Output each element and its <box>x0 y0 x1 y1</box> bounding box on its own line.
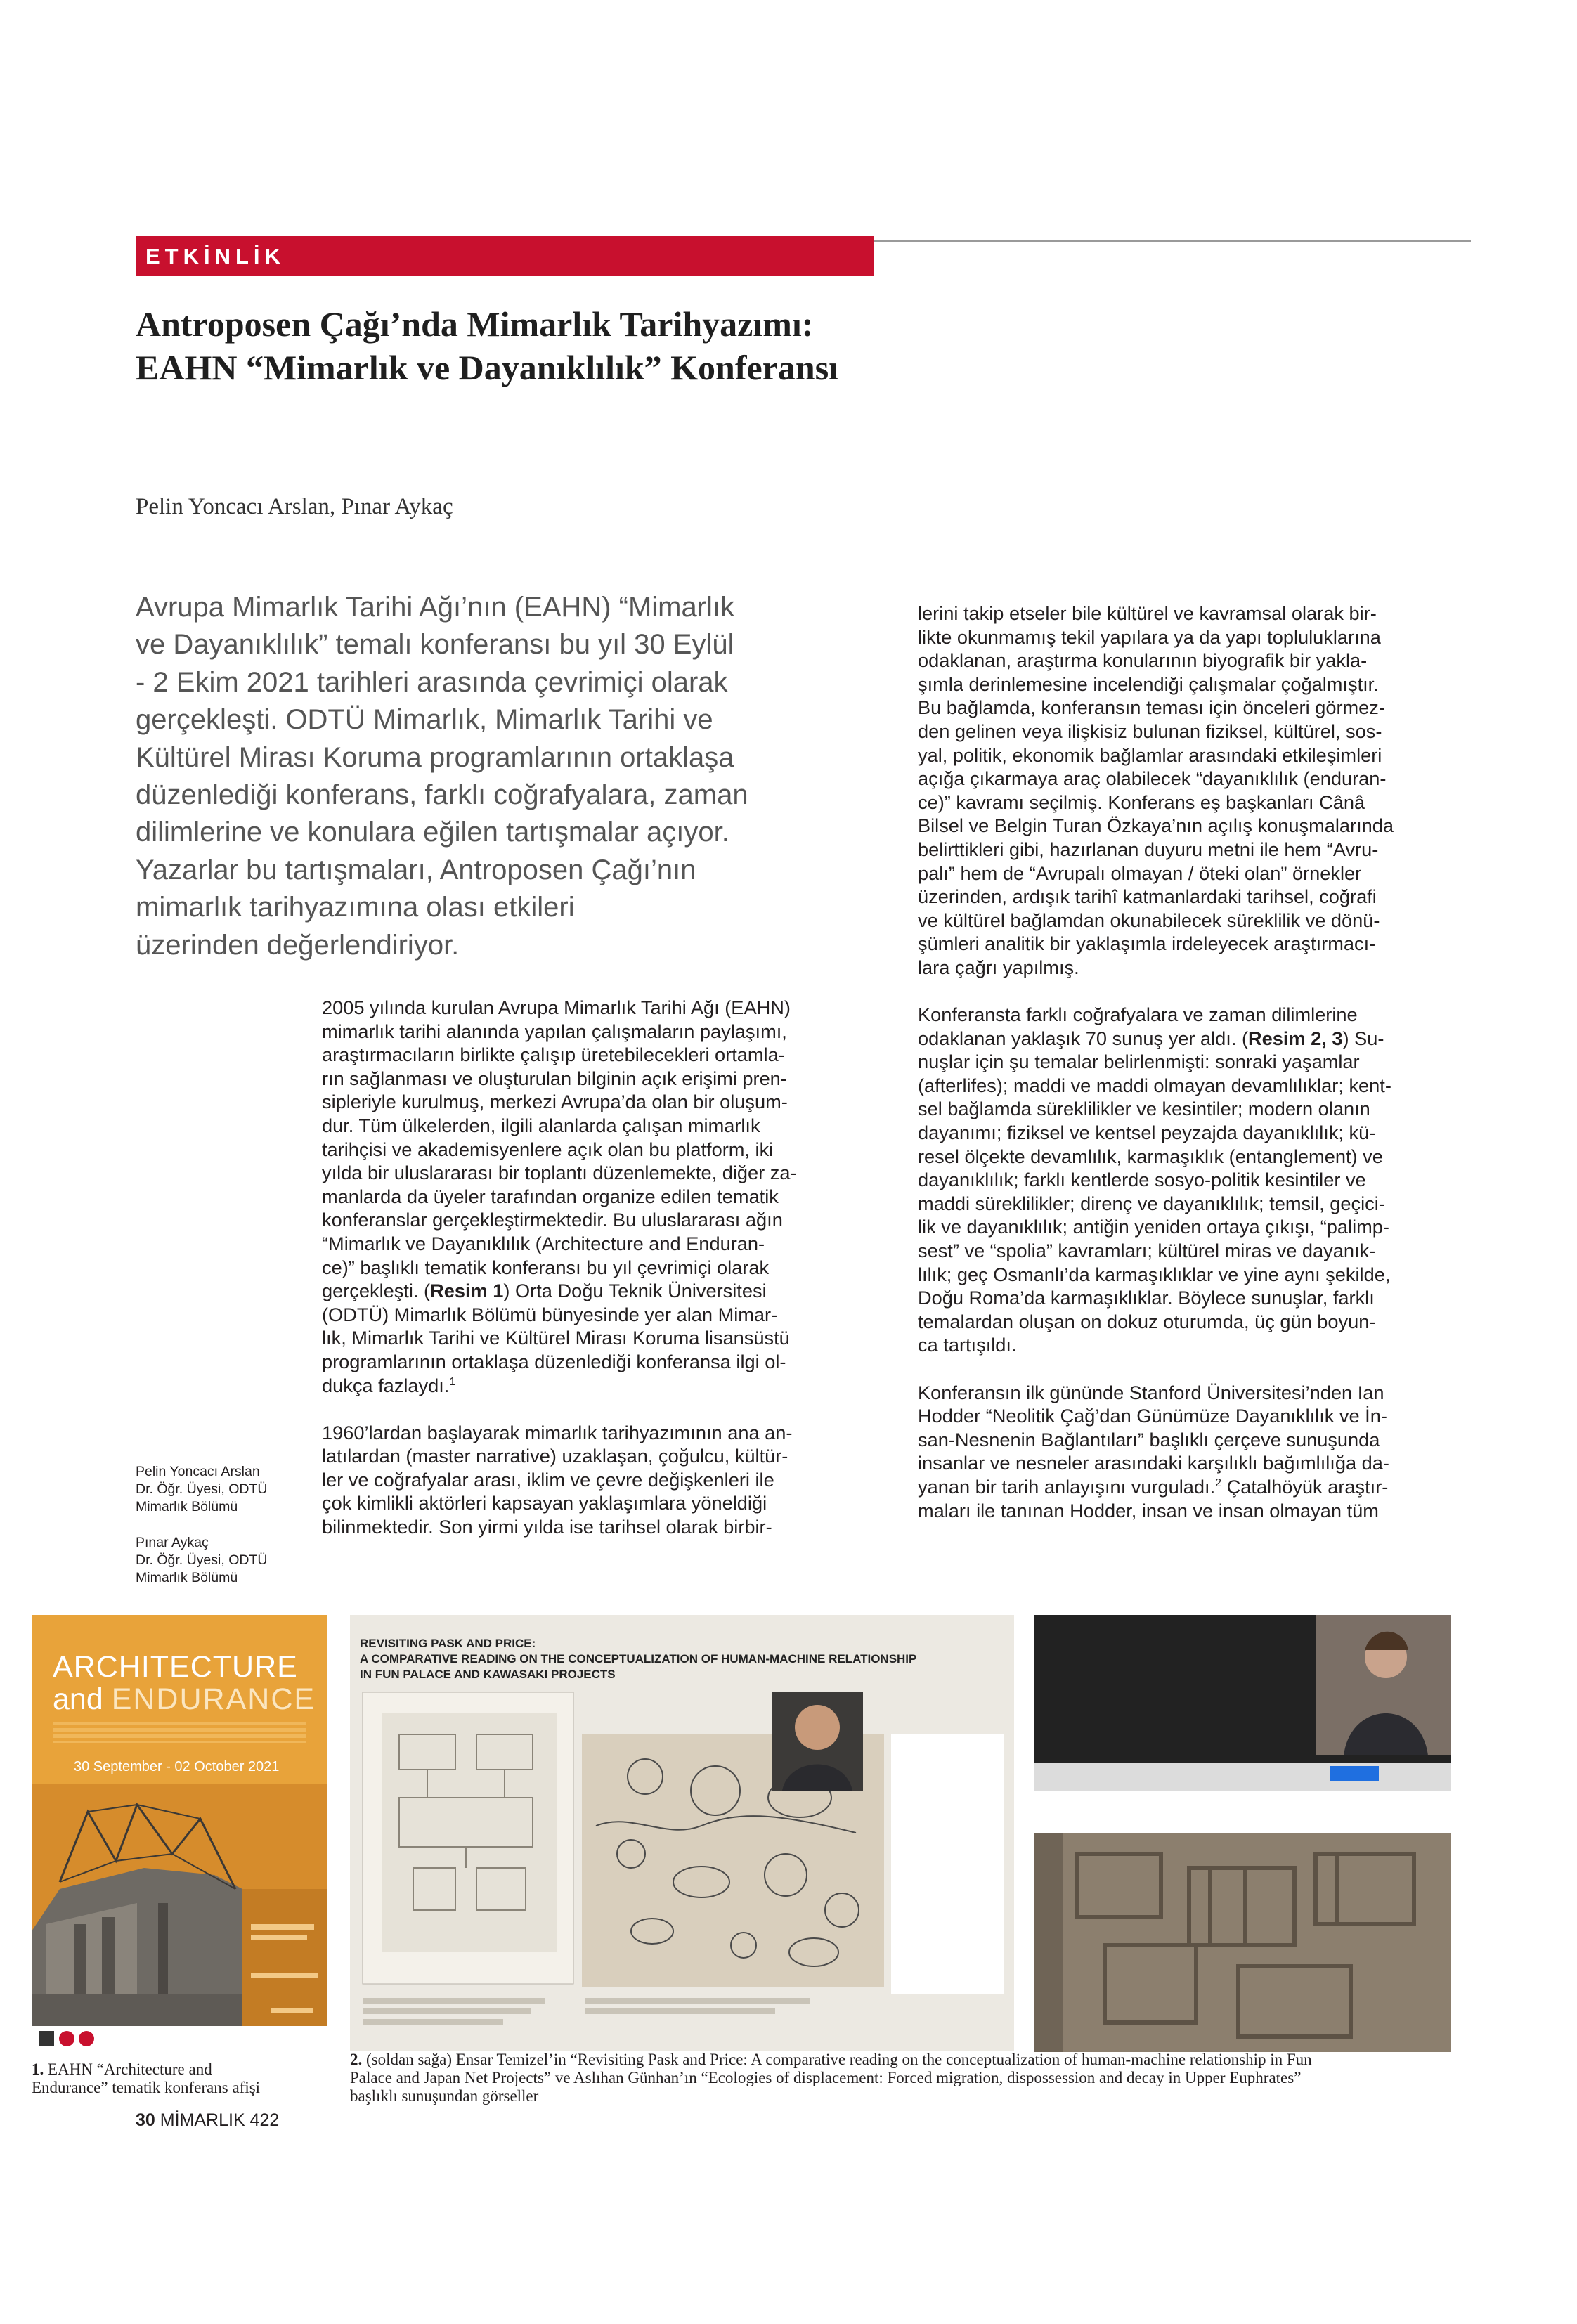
page-folio <box>136 2110 279 2131</box>
paragraph-gap <box>322 1397 871 1421</box>
poster-title-line-2 <box>53 1682 316 1717</box>
body-line <box>322 1279 871 1303</box>
body-line: Konferansta farklı coğrafyalara ve zaman dilimlerine <box>918 1004 1358 1026</box>
figure-2-aerial-screenshot <box>1034 1615 1451 2052</box>
body-line: odaklanan, araştırma konularının biyografik bir yakla- <box>918 649 1368 672</box>
body-line: çok kimlikli aktörleri kapsayan yaklaşımlara yöneldiği <box>322 1492 767 1514</box>
body-line: nuşlar için şu temalar belirlenmişti: sonraki yaşamlar <box>918 1051 1360 1073</box>
body-line: üzerinden, ardışık tarihî katmanlardaki tarihsel, coğrafi <box>918 885 1377 908</box>
body-line: lerini takip etseler bile kültürel ve kavramsal olarak bir- <box>918 602 1377 624</box>
body-line: sel bağlamda süreklilikler ve kesintiler; modern olanın <box>918 1098 1370 1120</box>
caption-line <box>350 2051 1467 2069</box>
caption-line: Palace and Japan Net Projects” ve Aslıhan Günhan’ın “Ecologies of displacement: Forced migration, dispossession and decay in Upper Euphrates” <box>350 2069 1302 2086</box>
body-line: şımla derinlemesine incelendiği çalışmalar çoğalmıştır. <box>918 673 1379 695</box>
body-line: maddi süreklilikler; direnç ve dayanıklılık; temsil, geçici- <box>918 1192 1385 1214</box>
body-line: dayanıklılık; farklı kentlerde sosyo-politik kesintiler ve <box>918 1169 1366 1191</box>
body-line: Konferansın ilk gününde Stanford Üniversitesi’nden Ian <box>918 1381 1384 1403</box>
slide-title-line: A COMPARATIVE READING ON THE CONCEPTUALIZATION OF HUMAN-MACHINE RELATIONSHIP <box>360 1652 917 1666</box>
figure-reference: Resim 2, 3 <box>1248 1027 1343 1049</box>
body-line: dayanımı; fiziksel ve kentsel peyzajda dayanıklılık; kü- <box>918 1122 1376 1144</box>
body-line: Hodder “Neolitik Çağ’dan Günümüze Dayanıklılık ve İn- <box>918 1405 1387 1427</box>
poster-ruin-photo <box>32 1784 327 2052</box>
body-column-right <box>918 602 1469 1522</box>
title-line-2: EAHN “Mimarlık ve Dayanıklılık” Konferansı <box>136 348 839 387</box>
slide-drawings <box>350 1615 1014 2051</box>
slide-title-line: REVISITING PASK AND PRICE: <box>360 1637 536 1650</box>
poster-title-endurance: ENDURANCE <box>111 1682 316 1716</box>
author-affiliation <box>136 1534 304 1587</box>
body-line: konferanslar gerçekleştirmektedir. Bu uluslararası ağın <box>322 1209 783 1231</box>
body-line: lık, Mimarlık Tarihi ve Kültürel Mirası Koruma lisansüstü <box>322 1327 790 1349</box>
lead-line: - 2 Ekim 2021 tarihleri arasında çevrimiçi olarak <box>136 666 728 698</box>
body-line <box>918 1027 1469 1051</box>
affiliation-title: Dr. Öğr. Üyesi, ODTÜ <box>136 1552 268 1568</box>
lead-line: Yazarlar bu tartışmaları, Antroposen Çağı’nın <box>136 854 696 885</box>
body-column-middle <box>322 996 871 1539</box>
body-text: ) Su- <box>1342 1027 1384 1049</box>
poster-dates: 30 September - 02 October 2021 <box>74 1759 280 1774</box>
body-line: san-Nesnenin Bağlantıları” başlıklı çerçeve sunuşunda <box>918 1428 1380 1450</box>
lead-line: dilimlerine ve konulara eğilen tartışmalar açıyor. <box>136 817 729 848</box>
caption-number: 1. <box>32 2060 44 2078</box>
footnote-ref: 1 <box>449 1375 456 1388</box>
body-line: lik ve dayanıklılık; antiğin yeniden ortaya çıkışı, “palimp- <box>918 1216 1389 1238</box>
body-line <box>322 1374 871 1398</box>
body-line: 2005 yılında kurulan Avrupa Mimarlık Tarihi Ağı (EAHN) <box>322 997 791 1018</box>
body-line <box>918 1475 1469 1499</box>
body-line: dur. Tüm ülkelerden, ilgili alanlarda çalışan mimarlık <box>322 1114 760 1136</box>
section-label: ETKİNLİK <box>145 244 285 268</box>
body-line: programlarının ortaklaşa düzenlediği konferansa ilgi ol- <box>322 1350 786 1372</box>
body-line: “Mimarlık ve Dayanıklılık (Architecture and Enduran- <box>322 1232 765 1254</box>
body-line: lara çağrı yapılmış. <box>918 956 1079 978</box>
figure-1-caption <box>32 2060 334 2097</box>
body-line: ca tartışıldı. <box>918 1334 1017 1356</box>
body-line: yal, politik, ekonomik bağlamlar arasındaki etkileşimleri <box>918 744 1382 766</box>
lead-line: üzerinden değerlendiriyor. <box>136 929 460 961</box>
paragraph-gap <box>918 1357 1469 1381</box>
body-line: sipleriyle kurulmuş, merkezi Avrupa’da olan bir oluşum- <box>322 1091 788 1113</box>
body-line: palı” hem de “Avrupalı olmayan / öteki olan” örnekler <box>918 862 1362 884</box>
body-line: bilinmektedir. Son yirmi yılda ise tarihsel olarak birbir- <box>322 1516 772 1538</box>
author-affiliation <box>136 1463 304 1516</box>
section-header-bar <box>136 236 874 276</box>
body-line: temalardan oluşan on dokuz oturumda, üç gün boyun- <box>918 1310 1376 1332</box>
caption-text: EAHN “Architecture and <box>48 2060 212 2078</box>
body-line: (ODTÜ) Mimarlık Bölümü bünyesinde yer alan Mimar- <box>322 1303 778 1325</box>
body-line: Bu bağlamda, konferansın teması için önceleri görmez- <box>918 696 1385 719</box>
body-text: yanan bir tarih anlayışını vurguladı. <box>918 1475 1216 1498</box>
affiliation-dept: Mimarlık Bölümü <box>136 1570 238 1585</box>
body-line: 1960’lardan başlayarak mimarlık tarihyazımının ana an- <box>322 1421 793 1443</box>
caption-line: Endurance” tematik konferans afişi <box>32 2079 261 2096</box>
figure-2-caption <box>350 2051 1467 2105</box>
paragraph-gap <box>918 980 1469 1004</box>
lead-line: Avrupa Mimarlık Tarihi Ağı’nın (EAHN) “Mimarlık <box>136 592 735 623</box>
aerial-screenshot-image <box>1034 1615 1451 2052</box>
header-rule <box>874 240 1471 242</box>
lead-line: ve Dayanıklılık” temalı konferansı bu yıl 30 Eylül <box>136 629 734 661</box>
body-line: maları ile tanınan Hodder, insan ve insan olmayan tüm <box>918 1499 1379 1521</box>
body-line: ce)” kavramı seçilmiş. Konferans eş başkanları Cânâ <box>918 791 1365 813</box>
body-text: dukça fazlaydı. <box>322 1374 450 1396</box>
caption-text: (soldan sağa) Ensar Temizel’in “Revisiting Pask and Price: A comparative reading on the conceptualization of human-machine relationship in Fun <box>366 2051 1312 2068</box>
body-line: sest” ve “spolia” kavramları; kültürel miras ve dayanık- <box>918 1240 1376 1262</box>
affiliation-name: Pınar Aykaç <box>136 1535 209 1550</box>
lead-line: Kültürel Mirası Koruma programlarının ortaklaşa <box>136 741 734 773</box>
body-line: tarihçisi ve akademisyenlere açık olan bu platform, iki <box>322 1138 774 1160</box>
body-line: manlarda da üyeler tarafından organize edilen tematik <box>322 1185 779 1207</box>
body-line: Doğu Roma’da karmaşıklıklar. Böylece sunuşlar, farklı <box>918 1287 1375 1309</box>
affiliation-title: Dr. Öğr. Üyesi, ODTÜ <box>136 1481 268 1497</box>
journal-issue: MİMARLIK 422 <box>160 2110 280 2130</box>
body-line: latılardan (master narrative) uzaklaşan, çoğulcu, kültür- <box>322 1445 788 1467</box>
body-text: Çatalhöyük araştır- <box>1221 1475 1389 1498</box>
lead-paragraph <box>136 589 874 964</box>
article-authors: Pelin Yoncacı Arslan, Pınar Aykaç <box>136 494 453 519</box>
lead-line: gerçekleşti. ODTÜ Mimarlık, Mimarlık Tarihi ve <box>136 704 713 736</box>
caption-line <box>32 2060 334 2079</box>
article-title <box>136 302 1190 389</box>
body-line: şümleri analitik bir yaklaşımla irdeleyecek araştırmacı- <box>918 933 1376 955</box>
affiliation-dept: Mimarlık Bölümü <box>136 1499 238 1514</box>
body-line: ve kültürel bağlamdan okunabilecek süreklilik ve dönü- <box>918 909 1380 931</box>
body-line: resel ölçekte devamlılık, karmaşıklık (entanglement) ve <box>918 1145 1383 1167</box>
body-text: gerçekleşti. ( <box>322 1280 431 1302</box>
affiliation-name: Pelin Yoncacı Arslan <box>136 1464 260 1479</box>
figure-reference: Resim 1 <box>430 1280 504 1302</box>
body-line: belirttikleri gibi, hazırlanan duyuru metni ile hem “Avru- <box>918 838 1379 860</box>
body-line: açığa çıkarmaya araç olabilecek “dayanıklılık (enduran- <box>918 767 1387 790</box>
body-line: ce)” başlıklı tematik konferansı bu yıl çevrimiçi olarak <box>322 1256 770 1278</box>
body-line: mimarlık tarihi alanında yapılan çalışmaların paylaşımı, <box>322 1020 787 1042</box>
body-text: ) Orta Doğu Teknik Üniversitesi <box>503 1280 767 1302</box>
body-line: likte okunmamış tekil yapılara ya da yapı topluluklarına <box>918 625 1381 648</box>
page-number: 30 <box>136 2110 155 2130</box>
footnote-ref: 2 <box>1215 1476 1222 1489</box>
body-line: ler ve coğrafyalar arası, iklim ve çevre değişkenleri ile <box>322 1468 774 1491</box>
body-line: rın sağlanması ve oluşturulan bilginin açık erişimi pren- <box>322 1067 787 1089</box>
body-line: yılda bir uluslararası bir toplantı düzenlemekte, diğer za- <box>322 1162 797 1184</box>
body-line: lılık; geç Osmanlı’da karmaşıklıklar ve yine aynı şekilde, <box>918 1263 1391 1285</box>
caption-line: başlıklı sunuşundan görseller <box>350 2087 539 2105</box>
body-line: Bilsel ve Belgin Turan Özkaya’nın açılış konuşmalarında <box>918 814 1394 837</box>
figure-2-slide-screenshot <box>350 1615 1014 2051</box>
caption-number: 2. <box>350 2051 363 2068</box>
body-line: (afterlifes); maddi ve maddi olmayan devamlılıklar; kent- <box>918 1074 1391 1096</box>
title-line-1: Antroposen Çağı’nda Mimarlık Tarihyazımı: <box>136 304 814 344</box>
body-line: araştırmacıların birlikte çalışıp üretebilecekleri ortamla- <box>322 1044 785 1066</box>
lead-line: mimarlık tarihyazımına olası etkileri <box>136 892 575 923</box>
figure-1-poster <box>32 1615 327 2052</box>
body-line: insanlar ve nesneler arasındaki karşılıklı bağımlılığa da- <box>918 1452 1389 1474</box>
poster-title-and: and <box>53 1682 103 1716</box>
lead-line: düzenlediği konferans, farklı coğrafyalara, zaman <box>136 779 748 811</box>
poster-subtitle-text <box>53 1722 306 1743</box>
body-line: den gelinen veya ilişkisiz bulunan fiziksel, kültürel, sos- <box>918 720 1382 742</box>
poster-title-line-1: ARCHITECTURE <box>53 1650 298 1684</box>
slide-title-line: IN FUN PALACE AND KAWASAKI PROJECTS <box>360 1668 616 1681</box>
body-text: odaklanan yaklaşık 70 sunuş yer aldı. ( <box>918 1027 1249 1049</box>
